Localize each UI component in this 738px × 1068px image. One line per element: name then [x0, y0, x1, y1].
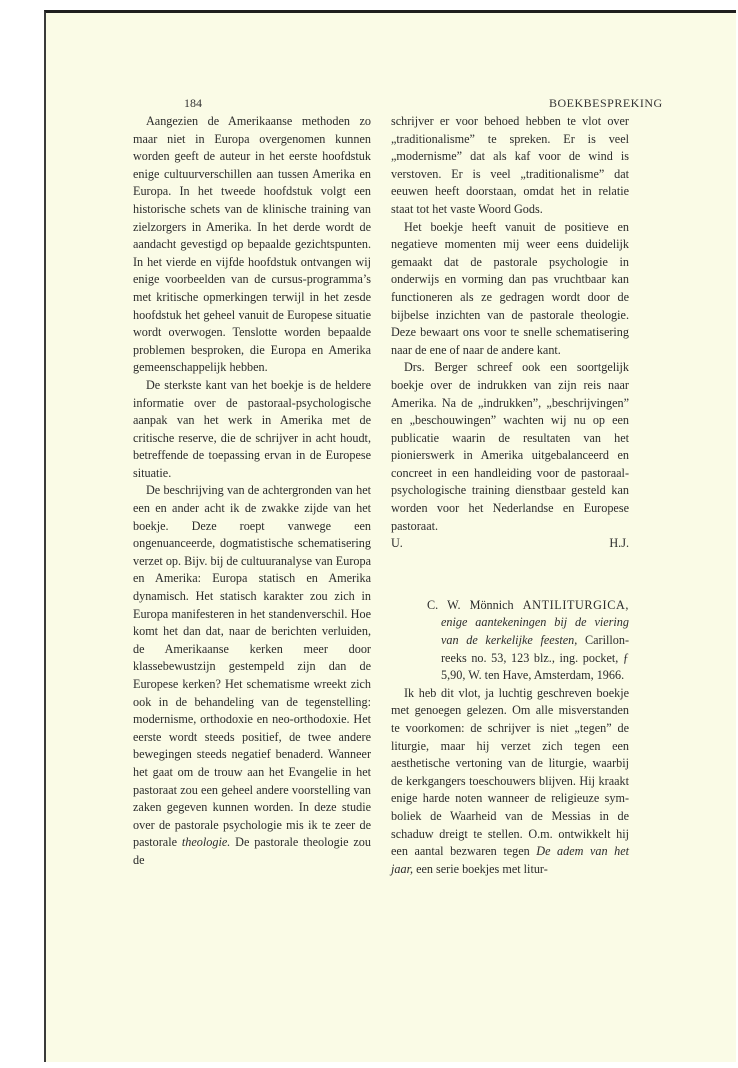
paragraph [133, 482, 371, 869]
paragraph: Het boekje heeft vanuit de positieve en negatieve momenten mij weer eens duidelijk gemaakt dat de pastorale psychologie in onderwijs en vorming dan pas vruchtbaar kan functioneren als ze gedragen wordt door de bijbelse inzichten van de pastorale theologie. Deze bewaart ons voor te snelle schematisering naar de ene of naar de andere kant. [391, 219, 629, 357]
paragraph: Aangezien de Amerikaanse methoden zo maar niet in Europa overgenomen kunnen worden geeft de auteur in het eerste hoofdstuk enige cultuurverschillen aan tussen Amerika en Europa. In het tweede hoofdstuk volgt een historische schets van de klinische training van zielzorgers in Amerika. In het derde wordt de aandacht gevestigd op bepaalde gezichtspunten. In het vierde en vijfde hoofdstuk ontvangen wij enige voorbeelden van de cursus-programma’s met kritische opmerkingen terwijl in het zesde hoofdstuk het geheel vanuit de Europese situatie wordt overwogen. Tenslotte worden bepaalde problemen besproken, die Europa en Amerika gemeenschappelijk hebben. [133, 114, 371, 375]
right-column [391, 113, 629, 878]
reference-subtitle: enige aantekeningen bij de viering van de kerkelijke feesten, [441, 615, 629, 648]
reference-author: C. W. Mönnich [427, 597, 514, 612]
reference-details: Carillon-reeks no. 53, 123 blz., ing. pocket, ƒ 5,90, W. ten Have, Amsterdam, 1966. [441, 633, 630, 683]
paragraph-text: een serie boekjes met litur- [413, 861, 548, 876]
paragraph-text: De beschrijving van de achtergronden van het een en ander acht ik de zwakke zijde van het boekje. Deze roept vanwege een ongenuanceerde, dogmatistische schematisering verzet op. Bijv. bij de cultuuranalyse van Europa en Amerika: Europa statisch en Amerika dynamisch. Het statisch karakter zou zich in Europa manifesteren in het standenverschil. Hoe komt het dan dat, naar de berichten verluiden, de Amerikaanse kerken meer door klassebewustzijn gestempeld zijn dan de Europese kerken? Het schematisme wreekt zich ook in de behandeling van de tegenstelling: modernisme, orthodoxie en neo-orthodoxie. Het eerste wordt steeds positief, de twee andere bewegingen steeds negatief benaderd. Wanneer het gaat om de trouw aan het Evangelie in het pastoraat zou een geheel andere voorstelling van zaken gegeven kunnen worden. In deze studie over de pastorale psychologie mis ik te zeer de pastorale [133, 483, 371, 850]
left-column [133, 113, 371, 870]
italic-term: theologie. [181, 835, 231, 850]
page-number: 184 [184, 96, 202, 110]
paragraph [391, 685, 629, 879]
paragraph: schrijver er voor behoed hebben te vlot over „traditionalisme” te spreken. Er is veel „modernisme” dat als kaf voor de wind is verstoven. Er is veel „traditionalisme” dat eeuwen heeft doorstaan, omdat het in relatie staat tot het vaste Woord Gods. [391, 114, 629, 216]
reference-title: ANTILITURGICA, [522, 597, 629, 612]
signature-left: U. [391, 536, 403, 551]
paragraph-text: De pastorale theologie zou de [133, 835, 371, 867]
paragraph: Drs. Berger schreef ook een soortgelijk boekje over de indrukken van zijn reis naar Amerika. Na de „indrukken”, „beschrijvingen” en „beschouwingen” wachten wij nu op een publicatie waarin de resultaten van het pionierswerk in Amerika uitgebalanceerd en concreet in een handleiding voor de pastoraal-psychologische training dienstbaar gesteld kan worden voor het Nederlandse en Europese pastoraat. [391, 360, 629, 533]
book-reference [427, 597, 629, 685]
paragraph: De sterkste kant van het boekje is de heldere informatie over de pastoraal-psychologische aanpak van het werk in Amerika met de critische reserve, die de schrijver in acht houdt, betreffende de toepassing ervan in de Europese situatie. [133, 377, 371, 480]
italic-title: De adem van het jaar, [391, 844, 629, 876]
running-head: BOEKBESPREKING [549, 96, 663, 110]
review-signature [391, 535, 629, 553]
paragraph-text: Ik heb dit vlot, ja luchtig geschreven boekje met genoegen gelezen. Om alle misverstanden te voorkomen: de schrijver is niet „tegen” de liturgie, maar hij verzet zich tegen een aesthetische vertoning van de liturgie, waarbij de kerkgangers toeschouwers blijven. Hij kraakt enige harde noten wanneer de religieuze symboliek de Waarheid van de Messias in de schaduw dreigt te stellen. O.m. ontwikkelt hij een aantal bezwaren tegen [391, 685, 629, 859]
signature-right: H.J. [609, 536, 629, 551]
